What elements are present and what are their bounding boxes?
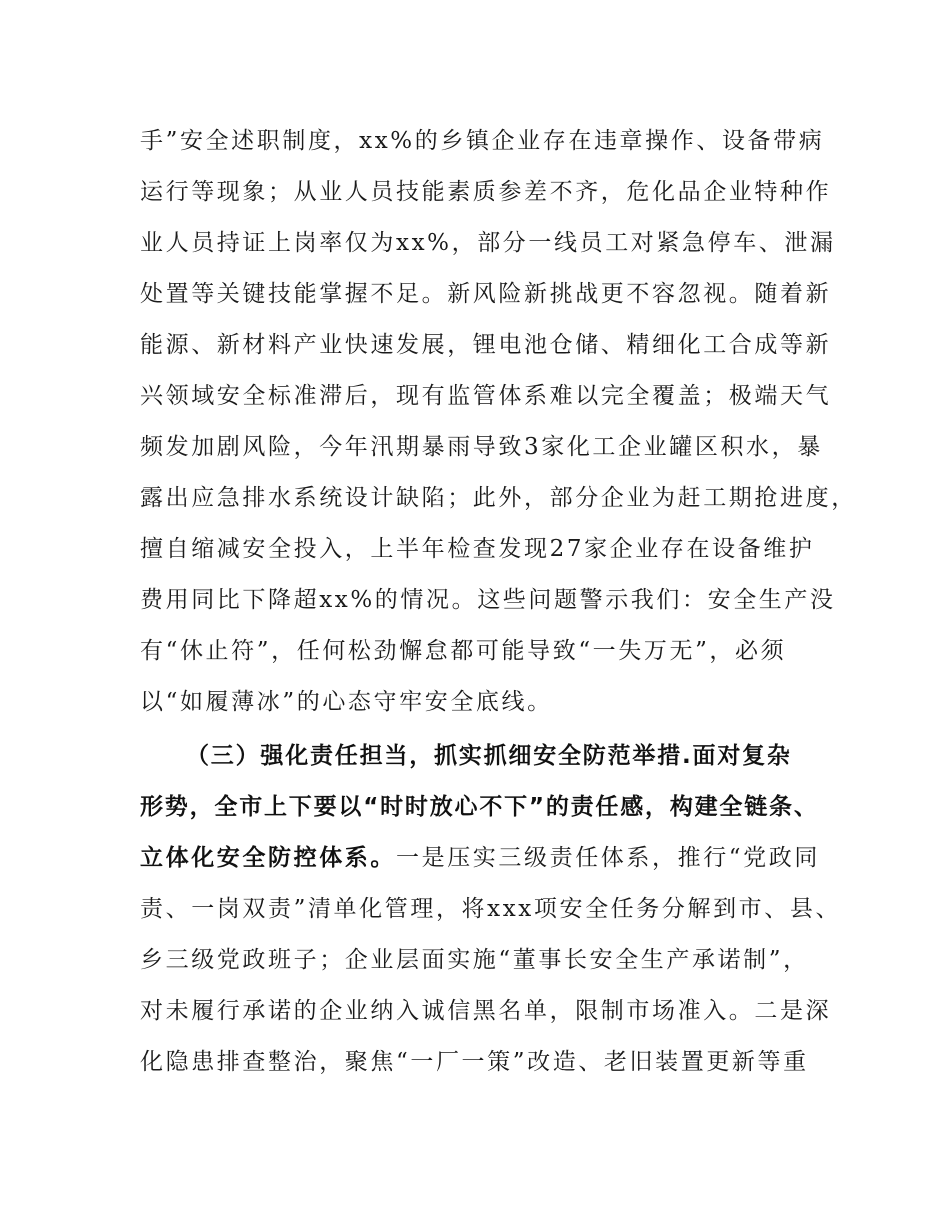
paragraph1-line-8: 露出应急排水系统设计缺陷；此外，部分企业为赶工期抢进度， [140,485,857,511]
paragraph1-line-11: 有“休止符”，任何松劲懈怠都可能导致“一失万无”，必须 [140,638,787,664]
section-heading-line-2: 形势，全市上下要以“时时放心不下”的责任感，构建全链条、 [140,794,819,820]
paragraph1-line-1: 手”安全述职制度，xx%的乡镇企业存在违章操作、设备带病 [140,128,825,154]
paragraph2-line-5: 乡三级党政班子；企业层面实施“董事长安全生产承诺制”， [140,947,809,973]
paragraph1-line-7: 频发加剧风险，今年汛期暴雨导致3家化工企业罐区积水，暴 [140,434,823,460]
paragraph1-line-5: 能源、新材料产业快速发展，锂电池仓储、精细化工合成等新 [140,332,832,358]
paragraph2-line-3-rest: 一是压实三级责任体系，推行“党政同 [396,845,820,871]
paragraph2-line-4: 责、一岗双责”清单化管理，将xxx项安全任务分解到市、县、 [140,896,842,922]
paragraph2-line-7: 化隐患排查整治，聚焦“一厂一策”改造、老旧装置更新等重 [140,1049,809,1075]
paragraph1-line-2: 运行等现象；从业人员技能素质参差不齐，危化品企业特种作 [140,179,832,205]
paragraph1-line-3: 业人员持证上岗率仅为xx%，部分一线员工对紧急停车、泄漏 [140,230,836,256]
paragraph2-line-3 [140,843,830,873]
section-heading-line-1: （三）强化责任担当，抓实抓细安全防范举措.面对复杂 [186,743,792,769]
section-heading-end: 立体化安全防控体系。 [140,845,396,871]
paragraph1-line-6: 兴领域安全标准滞后，现有监管体系难以完全覆盖；极端天气 [140,383,832,409]
paragraph1-line-10: 费用同比下降超xx%的情况。这些问题警示我们：安全生产没 [140,587,836,613]
paragraph2-line-6: 对未履行承诺的企业纳入诚信黑名单，限制市场准入。二是深 [140,998,832,1024]
paragraph1-line-12: 以“如履薄冰”的心态守牢安全底线。 [140,689,553,715]
paragraph1-line-9: 擅自缩减安全投入，上半年检查发现27家企业存在设备维护 [140,536,815,562]
paragraph1-line-4: 处置等关键技能掌握不足。新风险新挑战更不容忽视。随着新 [140,281,832,307]
